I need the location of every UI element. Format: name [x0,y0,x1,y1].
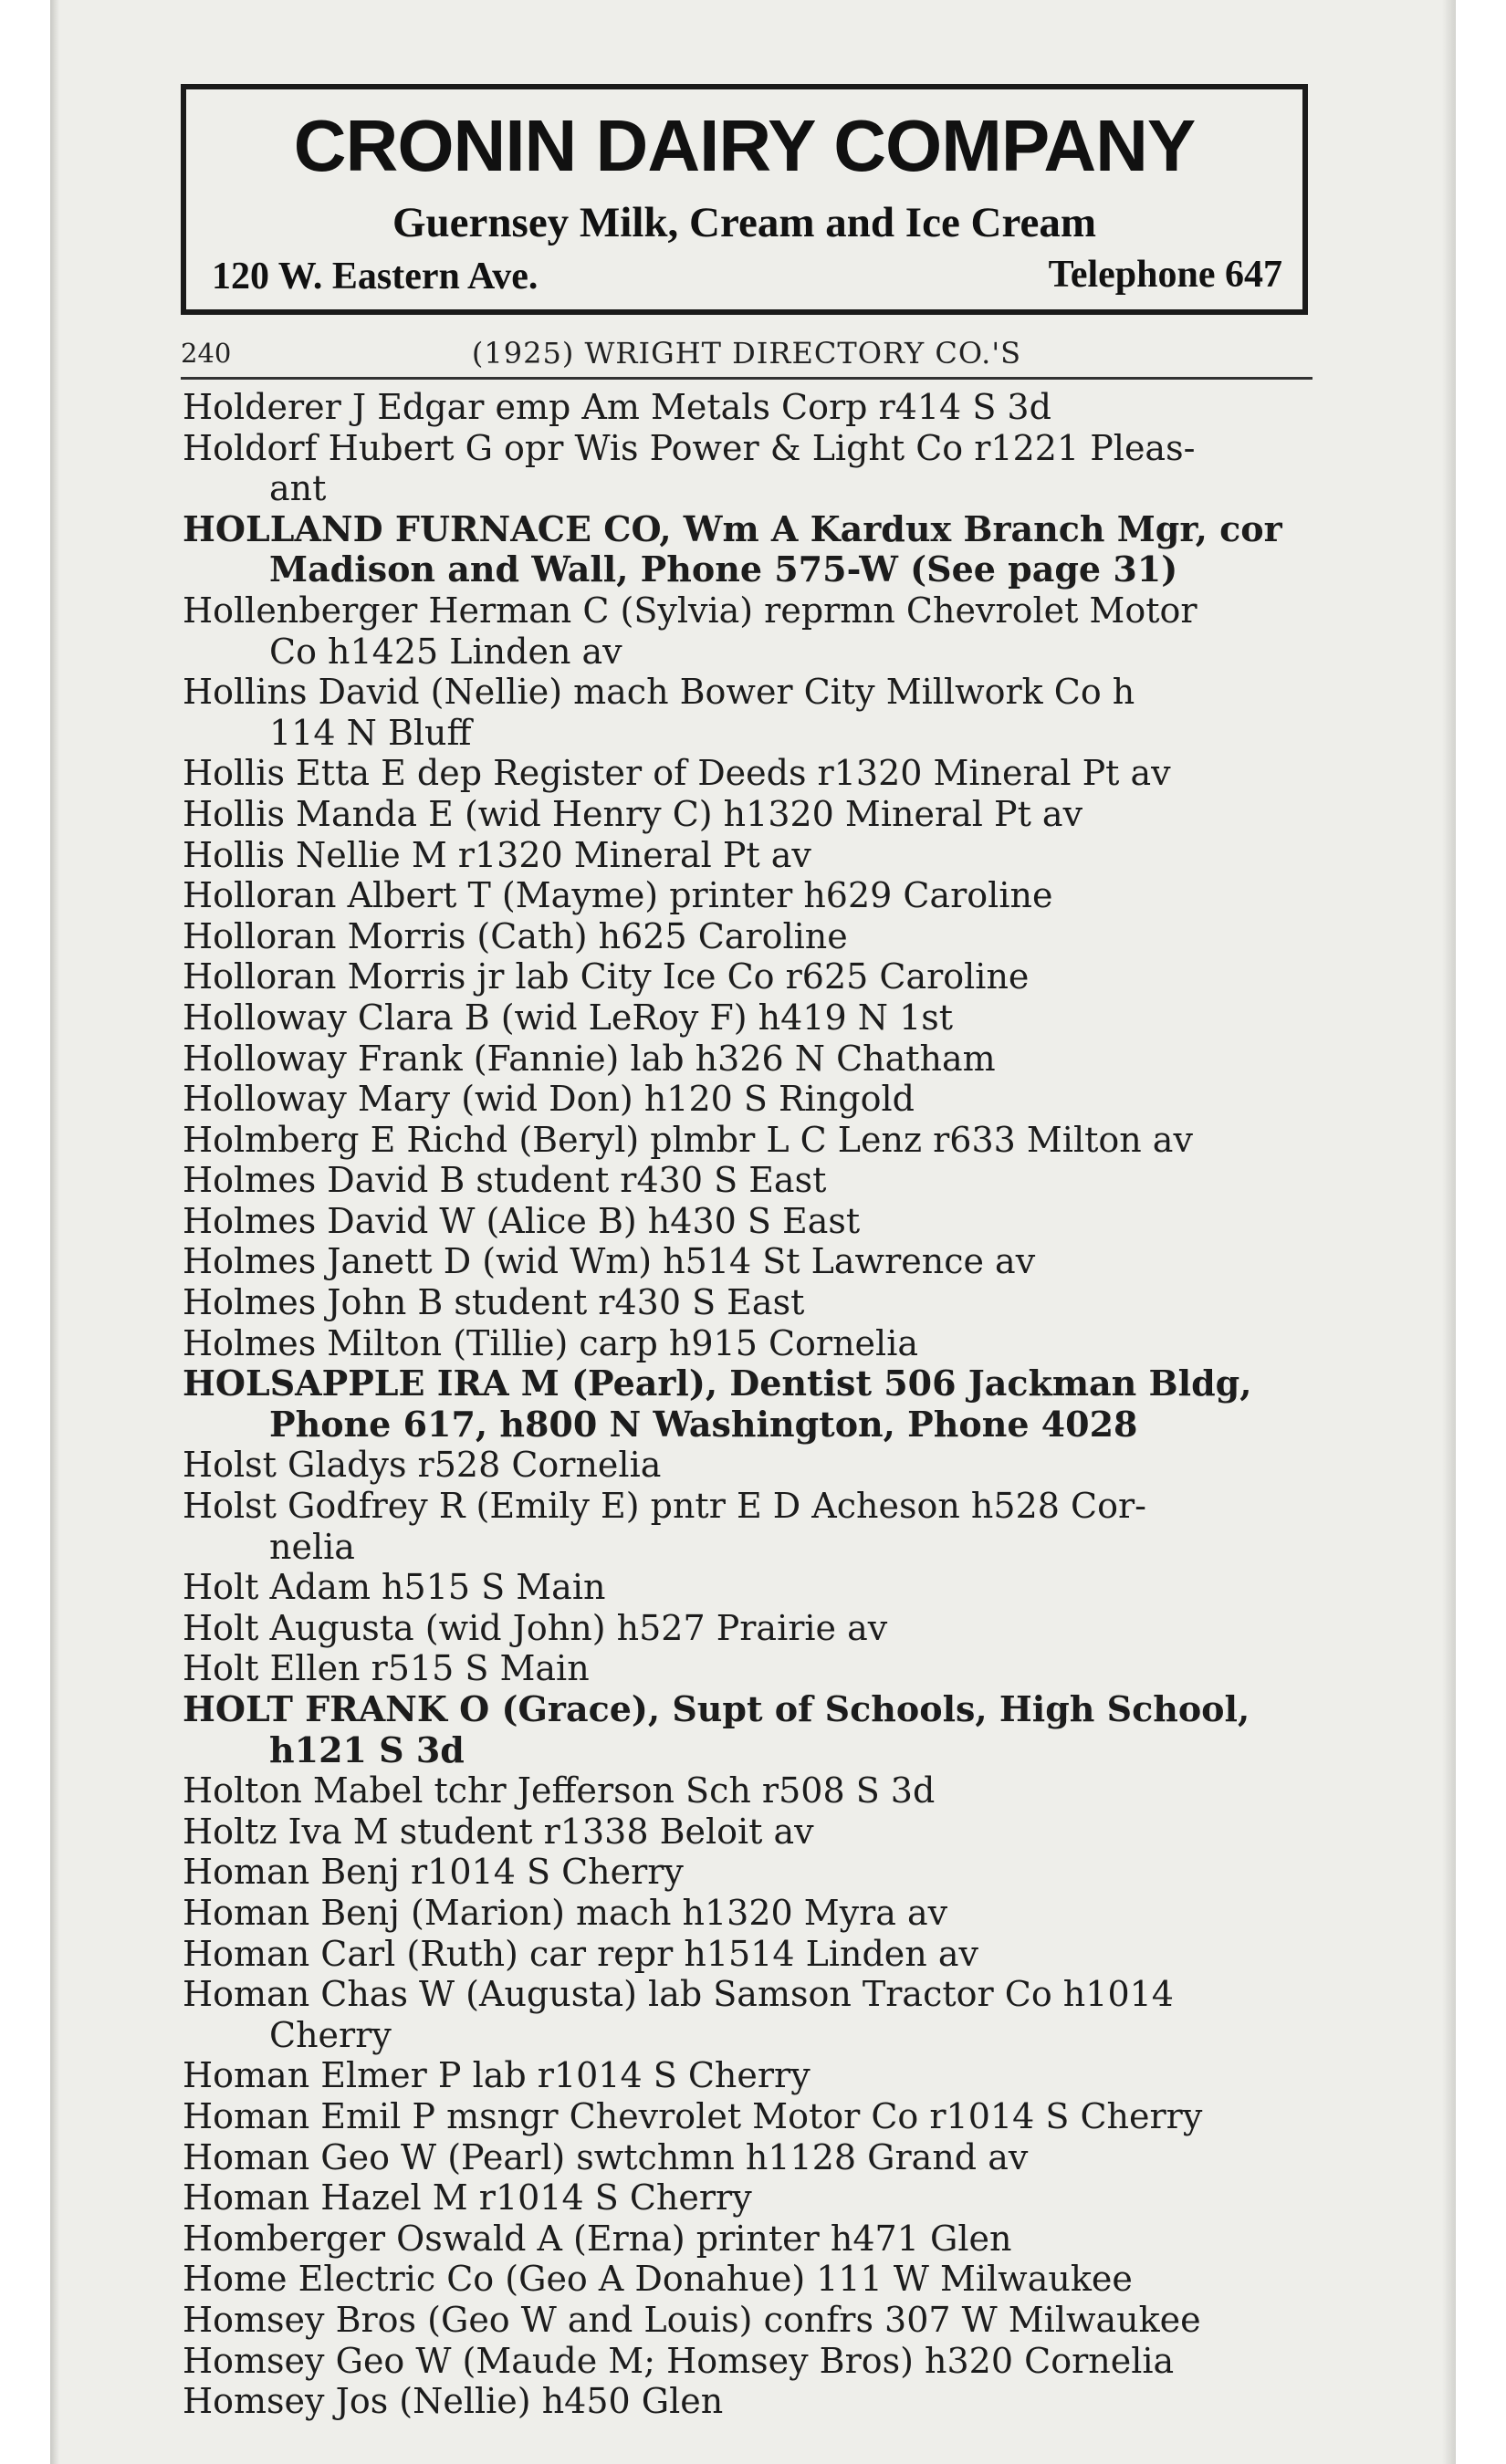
directory-listing [183,387,1323,2422]
directory-entry [183,1567,1323,1608]
entry-continuation-line: nelia [269,1526,355,1567]
entry-line: Holmes David B student r430 S East [183,1160,827,1201]
advertisement-box [181,84,1308,315]
directory-entry [183,428,1323,509]
entry-line: Holloran Albert T (Mayme) printer h629 Caroline [183,875,1053,916]
directory-entry [183,2137,1323,2178]
entry-line: Homan Benj (Marion) mach h1320 Myra av [183,1892,948,1933]
entry-line: Homsey Jos (Nellie) h450 Glen [183,2381,724,2422]
directory-entry [183,1974,1323,2055]
directory-entry [183,1852,1323,1893]
entry-continuation-line: Phone 617, h800 N Washington, Phone 4028 [269,1403,1138,1445]
entry-line: Holloran Morris (Cath) h625 Caroline [183,915,848,956]
page-header [181,330,1313,376]
directory-entry [183,1363,1323,1445]
directory-entry [183,1323,1323,1364]
directory-entry [183,590,1323,672]
entry-line: Holst Godfrey R (Emily E) pntr E D Acheson h528 Cor- [183,1486,1146,1527]
directory-entry [183,2055,1323,2096]
directory-entry [183,1648,1323,1689]
ad-telephone: Telephone 647 [1048,254,1282,296]
entry-line: Holloway Mary (wid Don) h120 S Ringold [183,1079,915,1120]
entry-line: Holmes John B student r430 S East [183,1282,805,1323]
page-number: 240 [181,338,232,369]
directory-entry [183,794,1323,835]
entry-line: Holmes David W (Alice B) h430 S East [183,1200,861,1241]
directory-entry [183,509,1323,590]
entry-line: Holloway Clara B (wid LeRoy F) h419 N 1st [183,997,954,1038]
directory-entry [183,1934,1323,1975]
entry-line: Hollenberger Herman C (Sylvia) reprmn Chevrolet Motor [183,590,1197,631]
entry-line: Homan Elmer P lab r1014 S Cherry [183,2055,811,2096]
entry-line: Holt Augusta (wid John) h527 Prairie av [183,1607,888,1648]
header-divider [181,377,1313,380]
directory-entry [183,2096,1323,2137]
directory-entry [183,1486,1323,1567]
directory-entry [183,835,1323,876]
entry-line: Homberger Oswald A (Erna) printer h471 Glen [183,2218,1012,2259]
directory-entry [183,1120,1323,1161]
directory-entry [183,997,1323,1039]
directory-entry [183,1811,1323,1853]
entry-continuation-line: h121 S 3d [269,1728,465,1770]
directory-entry [183,916,1323,957]
entry-line: HOLSAPPLE IRA M (Pearl), Dentist 506 Jackman Bldg, [183,1363,1252,1404]
entry-line: Homan Chas W (Augusta) lab Samson Tractor Co h1014 [183,1974,1174,2015]
directory-entry [183,1079,1323,1120]
entry-line: HOLT FRANK O (Grace), Supt of Schools, High School, [183,1688,1250,1729]
entry-continuation-line: Madison and Wall, Phone 575-W (See page 31) [269,548,1178,590]
directory-entry [183,753,1323,794]
directory-entry [183,1770,1323,1811]
directory-entry [183,2341,1323,2382]
directory-entry [183,387,1323,428]
entry-line: Homan Carl (Ruth) car repr h1514 Linden av [183,1933,978,1974]
entry-line: Hollis Etta E dep Register of Deeds r1320 Mineral Pt av [183,753,1171,794]
entry-line: Holmes Milton (Tillie) carp h915 Cornelia [183,1322,918,1363]
directory-entry [183,1893,1323,1934]
page-edge-shadow-right [1442,0,1456,2464]
directory-entry [183,875,1323,916]
entry-line: Homan Geo W (Pearl) swtchmn h1128 Grand av [183,2136,1029,2177]
entry-line: Holst Gladys r528 Cornelia [183,1445,662,1486]
entry-continuation-line: ant [269,468,327,509]
entry-line: Holtz Iva M student r1338 Beloit av [183,1811,814,1852]
entry-line: Holdorf Hubert G opr Wis Power & Light Co r1221 Pleas- [183,427,1196,468]
directory-entry [183,1160,1323,1201]
directory-entry [183,2381,1323,2422]
entry-line: Home Electric Co (Geo A Donahue) 111 W Milwaukee [183,2259,1133,2300]
directory-entry [183,2259,1323,2300]
entry-line: Holt Ellen r515 S Main [183,1648,590,1689]
entry-line: Homan Hazel M r1014 S Cherry [183,2177,752,2219]
entry-continuation-line: 114 N Bluff [269,712,472,753]
entry-continuation-line: Cherry [269,2014,392,2055]
page-edge-shadow-left [50,0,59,2464]
entry-line: Hollins David (Nellie) mach Bower City Millwork Co h [183,672,1135,713]
entry-line: Hollis Nellie M r1320 Mineral Pt av [183,834,811,875]
entry-line: Homsey Geo W (Maude M; Homsey Bros) h320 Cornelia [183,2340,1175,2381]
directory-entry [183,1282,1323,1323]
directory-entry [183,1201,1323,1242]
entry-line: Holton Mabel tchr Jefferson Sch r508 S 3d [183,1770,936,1811]
ad-company-name: CRONIN DAIRY COMPANY [293,105,1196,186]
entry-line: Holloran Morris jr lab City Ice Co r625 Caroline [183,956,1030,997]
entry-line: Holderer J Edgar emp Am Metals Corp r414 S 3d [183,387,1051,427]
entry-line: Holmes Janett D (wid Wm) h514 St Lawrence av [183,1241,1036,1282]
entry-line: Holloway Frank (Fannie) lab h326 N Chatham [183,1038,996,1079]
ad-tagline: Guernsey Milk, Cream and Ice Cream [392,199,1097,246]
directory-entry [183,2219,1323,2260]
entry-line: HOLLAND FURNACE CO, Wm A Kardux Branch Mgr, cor [183,507,1282,549]
directory-entry [183,2300,1323,2341]
entry-continuation-line: Co h1425 Linden av [269,631,622,672]
entry-line: Homsey Bros (Geo W and Louis) confrs 307 W Milwaukee [183,2299,1201,2340]
ad-address: 120 W. Eastern Ave. [212,256,539,298]
directory-entry [183,1608,1323,1649]
entry-line: Homan Benj r1014 S Cherry [183,1852,684,1893]
directory-entry [183,1689,1323,1770]
directory-entry [183,2177,1323,2219]
directory-entry [183,1039,1323,1080]
entry-line: Holmberg E Richd (Beryl) plmbr L C Lenz r633 Milton av [183,1119,1193,1160]
entry-line: Holt Adam h515 S Main [183,1567,606,1608]
directory-entry [183,1445,1323,1486]
running-head: (1925) WRIGHT DIRECTORY CO.'S [471,336,1022,371]
directory-entry [183,956,1323,997]
entry-line: Hollis Manda E (wid Henry C) h1320 Mineral Pt av [183,793,1083,834]
directory-entry [183,672,1323,753]
entry-line: Homan Emil P msngr Chevrolet Motor Co r1014 S Cherry [183,2095,1203,2136]
directory-entry [183,1241,1323,1282]
